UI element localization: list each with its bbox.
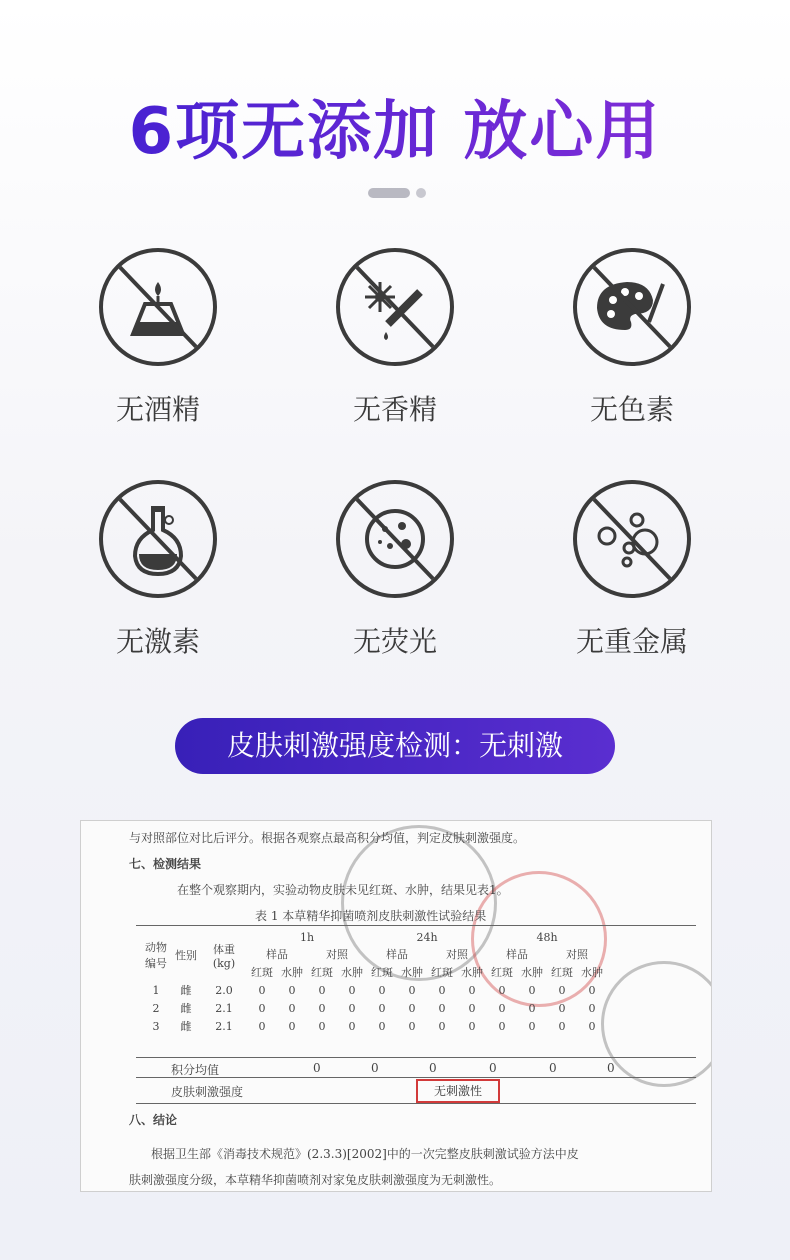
cell-score: 0 — [258, 1001, 266, 1015]
th-erythema: 红斑 — [251, 966, 273, 979]
alcohol-lamp-icon — [99, 248, 217, 366]
th-control: 对照 — [326, 948, 348, 961]
cell-score: 0 — [528, 983, 536, 997]
fragrance-dropper-icon — [336, 248, 454, 366]
headline: 6项无添加 放心用 — [0, 80, 790, 172]
cell-score: 0 — [558, 1019, 566, 1033]
table-row — [141, 981, 607, 999]
cell-score: 0 — [468, 983, 476, 997]
th-edema: 水肿 — [341, 966, 363, 979]
cell-score: 0 — [348, 983, 356, 997]
palette-icon — [573, 248, 691, 366]
cell-animal-no: 1 — [152, 983, 160, 997]
th-24h: 24h — [416, 930, 438, 944]
cell-weight: 2.1 — [215, 1019, 233, 1033]
cell-weight: 2.0 — [215, 983, 233, 997]
th-sample: 样品 — [386, 948, 408, 961]
cell-score: 0 — [348, 1001, 356, 1015]
th-sample: 样品 — [506, 948, 528, 961]
th-1h: 1h — [299, 930, 315, 944]
indicator-active — [368, 188, 410, 198]
cell-animal-no: 2 — [152, 1001, 160, 1015]
th-erythema: 红斑 — [371, 966, 393, 979]
fluorescence-dish-icon — [336, 480, 454, 598]
report-intro: 与对照部位对比后评分。根据各观察点最高积分均值，判定皮肤刺激强度。 — [129, 831, 526, 845]
report-conclusion-1: 根据卫生部《消毒技术规范》(2.3.3)[2002]中的一次完整皮肤刺激试验方法中皮 — [151, 1147, 579, 1161]
cell-score: 0 — [288, 1001, 296, 1015]
feature-label: 无重金属 — [575, 625, 688, 658]
feature-label: 无激素 — [115, 625, 200, 658]
cell-score: 0 — [558, 1001, 566, 1015]
cell-score: 0 — [498, 983, 506, 997]
cell-score: 0 — [468, 1001, 476, 1015]
th-edema: 水肿 — [521, 966, 543, 979]
carousel-indicator — [368, 188, 426, 198]
avg-value: 0 — [489, 1061, 497, 1075]
cell-score: 0 — [528, 1001, 536, 1015]
cell-score: 0 — [558, 983, 566, 997]
th-edema: 水肿 — [461, 966, 483, 979]
cell-score: 0 — [348, 1019, 356, 1033]
table-row — [141, 999, 607, 1017]
table-row — [141, 1017, 607, 1035]
th-erythema: 红斑 — [491, 966, 513, 979]
th-animal: 动物编号 — [145, 941, 167, 970]
cell-score: 0 — [408, 1019, 416, 1033]
feature-no-alcohol — [58, 248, 258, 428]
report-section-8: 八、结论 — [129, 1113, 178, 1127]
cell-score: 0 — [378, 1001, 386, 1015]
feature-no-fragrance — [295, 248, 495, 428]
indicator-dot — [416, 188, 426, 198]
cell-score: 0 — [498, 1019, 506, 1033]
cell-score: 0 — [408, 983, 416, 997]
report-observation: 在整个观察期内，实验动物皮肤未见红斑、水肿，结果见表1。 — [177, 883, 509, 897]
cell-score: 0 — [378, 1019, 386, 1033]
strength-result-highlight: 无刺激性 — [416, 1079, 500, 1103]
skin-test-banner: 皮肤刺激强度检测：无刺激 — [175, 718, 615, 774]
th-erythema: 红斑 — [431, 966, 453, 979]
cell-score: 0 — [378, 983, 386, 997]
th-edema: 水肿 — [401, 966, 423, 979]
report-table-title: 表 1 本草精华抑菌喷剂皮肤刺激性试验结果 — [255, 909, 487, 923]
cell-score: 0 — [258, 1019, 266, 1033]
cell-score: 0 — [318, 1001, 326, 1015]
cell-weight: 2.1 — [215, 1001, 233, 1015]
side-seal — [601, 961, 712, 1087]
cell-score: 0 — [288, 983, 296, 997]
th-weight: 体重(kg) — [212, 942, 236, 970]
irritation-table — [141, 929, 607, 1035]
cell-score: 0 — [528, 1019, 536, 1033]
avg-value: 0 — [371, 1061, 379, 1075]
report-conclusion-2: 肤刺激强度分级，本草精华抑菌喷剂对家兔皮肤刺激强度为无刺激性。 — [129, 1173, 502, 1187]
cell-score: 0 — [498, 1001, 506, 1015]
cell-score: 0 — [318, 983, 326, 997]
th-control: 对照 — [566, 948, 588, 961]
test-report-image — [80, 820, 712, 1192]
feature-no-pigment — [532, 248, 732, 428]
cell-score: 0 — [288, 1019, 296, 1033]
cell-score: 0 — [468, 1019, 476, 1033]
avg-value: 0 — [429, 1061, 437, 1075]
cell-score: 0 — [438, 1019, 446, 1033]
feature-label: 无酒精 — [115, 393, 200, 426]
cell-score: 0 — [258, 983, 266, 997]
th-edema: 水肿 — [281, 966, 303, 979]
cell-sex: 雌 — [180, 1002, 192, 1015]
th-sample: 样品 — [266, 948, 288, 961]
cell-animal-no: 3 — [152, 1019, 160, 1033]
cell-sex: 雌 — [180, 1020, 192, 1033]
th-edema: 水肿 — [581, 966, 603, 979]
cell-score: 0 — [438, 983, 446, 997]
feature-label: 无荧光 — [352, 625, 437, 658]
heavy-metal-bubbles-icon — [573, 480, 691, 598]
cell-score: 0 — [588, 1001, 596, 1015]
feature-label: 无色素 — [589, 393, 674, 426]
avg-value: 0 — [607, 1061, 615, 1075]
avg-label: 积分均值 — [171, 1063, 220, 1077]
feature-no-hormone — [58, 480, 258, 660]
th-control: 对照 — [446, 948, 468, 961]
th-48h: 48h — [536, 930, 558, 944]
flask-icon — [99, 480, 217, 598]
feature-label: 无香精 — [352, 393, 437, 426]
th-sex: 性别 — [175, 949, 197, 962]
avg-value: 0 — [549, 1061, 557, 1075]
report-section-7: 七、检测结果 — [129, 857, 202, 871]
avg-value: 0 — [313, 1061, 321, 1075]
cell-score: 0 — [438, 1001, 446, 1015]
cell-sex: 雌 — [180, 984, 192, 997]
cell-score: 0 — [588, 983, 596, 997]
feature-no-fluorescence — [295, 480, 495, 660]
cell-score: 0 — [318, 1019, 326, 1033]
th-erythema: 红斑 — [311, 966, 333, 979]
cell-score: 0 — [408, 1001, 416, 1015]
strength-label: 皮肤刺激强度 — [171, 1085, 244, 1099]
th-erythema: 红斑 — [551, 966, 573, 979]
cell-score: 0 — [588, 1019, 596, 1033]
feature-no-heavy-metal — [532, 480, 732, 660]
